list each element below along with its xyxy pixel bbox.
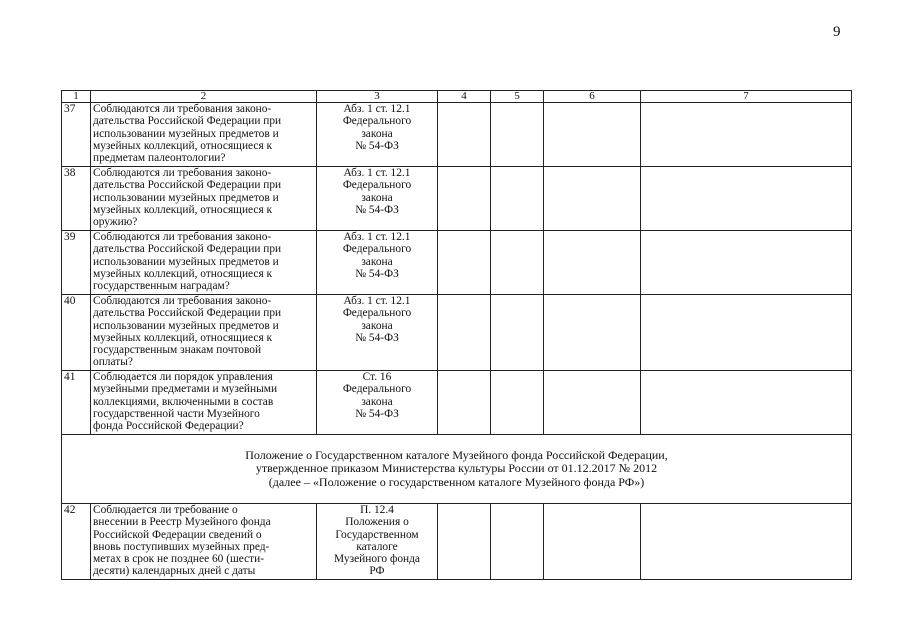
empty-cell — [438, 103, 491, 167]
empty-cell — [641, 371, 852, 435]
header-cell: 5 — [491, 91, 544, 103]
header-cell: 3 — [317, 91, 438, 103]
header-cell: 7 — [641, 91, 852, 103]
empty-cell — [641, 103, 852, 167]
reference-cell: Абз. 1 ст. 12.1 Федерального закона № 54-ФЗ — [317, 103, 438, 167]
empty-cell — [544, 504, 641, 580]
row-number: 39 — [62, 231, 91, 295]
row-number: 38 — [62, 167, 91, 231]
empty-cell — [641, 231, 852, 295]
header-cell: 6 — [544, 91, 641, 103]
question-cell: Соблюдаются ли требования законо- дательства Российской Федерации при использовании музейных предметов и музейных коллекций, относящиеся к оружию? — [91, 167, 317, 231]
table-row — [62, 504, 852, 580]
empty-cell — [544, 231, 641, 295]
page-number: 9 — [833, 24, 841, 40]
row-number: 37 — [62, 103, 91, 167]
header-cell: 4 — [438, 91, 491, 103]
reference-cell: П. 12.4 Положения о Государственном каталоге Музейного фонда РФ — [317, 504, 438, 580]
question-cell: Соблюдаются ли требования законо- дательства Российской Федерации при использовании музейных предметов и музейных коллекций, относящиеся к государственным наградам? — [91, 231, 317, 295]
question-cell: Соблюдается ли порядок управления музейными предметами и музейными коллекциями, включенными в состав государственной части Музейного фонда Российской Федерации? — [91, 371, 317, 435]
reference-cell: Абз. 1 ст. 12.1 Федерального закона № 54-ФЗ — [317, 295, 438, 371]
row-number: 42 — [62, 504, 91, 580]
empty-cell — [491, 103, 544, 167]
empty-cell — [641, 295, 852, 371]
empty-cell — [438, 371, 491, 435]
empty-cell — [641, 504, 852, 580]
table-row — [62, 295, 852, 371]
question-cell: Соблюдается ли требование о внесении в Реестр Музейного фонда Российской Федерации сведений о вновь поступивших музейных пред- метах в срок не позднее 60 (шести- десяти) календарных дней с даты — [91, 504, 317, 580]
empty-cell — [544, 103, 641, 167]
empty-cell — [438, 231, 491, 295]
header-cell: 1 — [62, 91, 91, 103]
table-row — [62, 167, 852, 231]
empty-cell — [641, 167, 852, 231]
header-cell: 2 — [91, 91, 317, 103]
section-title: Положение о Государственном каталоге Музейного фонда Российской Федерации, утвержденное приказом Министерства культуры России от 01.12.2017 № 2012 (далее – «Положение о государственном каталоге Музейного фонда РФ») — [62, 435, 852, 504]
empty-cell — [438, 295, 491, 371]
empty-cell — [544, 371, 641, 435]
table-row — [62, 231, 852, 295]
reference-cell: Абз. 1 ст. 12.1 Федерального закона № 54-ФЗ — [317, 231, 438, 295]
reference-cell: Ст. 16 Федерального закона № 54-ФЗ — [317, 371, 438, 435]
table-header-row — [62, 91, 852, 103]
question-cell: Соблюдаются ли требования законо- дательства Российской Федерации при использовании музейных предметов и музейных коллекций, относящиеся к государственным знакам почтовой оплаты? — [91, 295, 317, 371]
empty-cell — [491, 371, 544, 435]
section-header-row — [62, 435, 852, 504]
empty-cell — [491, 167, 544, 231]
empty-cell — [491, 231, 544, 295]
empty-cell — [438, 167, 491, 231]
empty-cell — [491, 504, 544, 580]
reference-cell: Абз. 1 ст. 12.1 Федерального закона № 54-ФЗ — [317, 167, 438, 231]
table-row — [62, 103, 852, 167]
empty-cell — [544, 167, 641, 231]
row-number: 41 — [62, 371, 91, 435]
empty-cell — [491, 295, 544, 371]
question-cell: Соблюдаются ли требования законо- дательства Российской Федерации при использовании музейных предметов и музейных коллекций, относящиеся к предметам палеонтологии? — [91, 103, 317, 167]
row-number: 40 — [62, 295, 91, 371]
empty-cell — [438, 504, 491, 580]
checklist-table — [61, 90, 852, 580]
table-row — [62, 371, 852, 435]
empty-cell — [544, 295, 641, 371]
